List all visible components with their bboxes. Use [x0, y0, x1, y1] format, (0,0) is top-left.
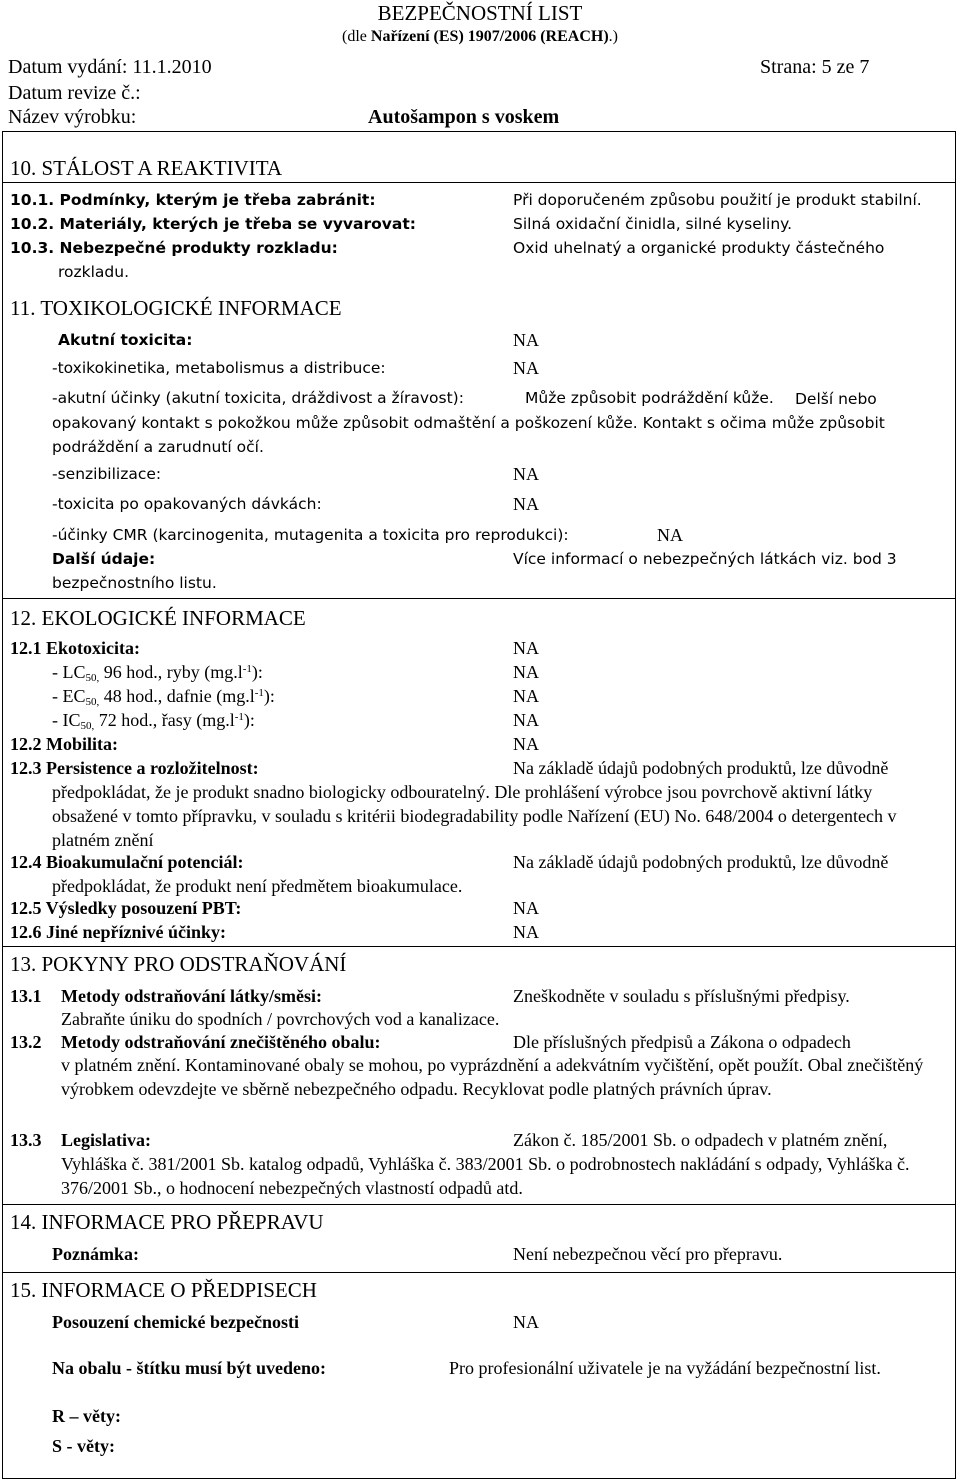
- toxicokinetics-label: -toxikokinetika, metabolismus a distribuce:: [52, 359, 386, 377]
- acute-toxicity-label: Akutní toxicita:: [58, 331, 193, 349]
- s10-row2-label: 10.2. Materiály, kterých je třeba se vyvarovat:: [10, 215, 416, 233]
- section-14-title: 14. INFORMACE PRO PŘEPRAVU: [10, 1210, 324, 1234]
- acute-effects-value: Může způsobit podráždění kůže.: [525, 389, 774, 407]
- disposal-2-value: Dle příslušných předpisů a Zákona o odpadech: [513, 1032, 851, 1052]
- legislation-value: Zákon č. 185/2001 Sb. o odpadech v platném znění,: [513, 1130, 888, 1150]
- product-name: Autošampon s voskem: [368, 106, 560, 128]
- chemical-safety-value: NA: [513, 1312, 539, 1332]
- mobility-label: 12.2 Mobilita:: [10, 734, 118, 754]
- persistence-text: předpokládat, že je produkt snadno biologicky odbouratelný. Dle prohlášení výrobce jsou povrchově aktivní látky obsažené v tomto přípravku, v souladu s kritérii biodegradability podle Nařízení (EU) No. 648/2004 o detergentech v platném znění: [52, 782, 897, 850]
- section-14-rule: [2, 1272, 956, 1273]
- cmr-label: -účinky CMR (karcinogenita, mutagenita a toxicita pro reprodukci):: [52, 526, 569, 544]
- repeated-dose-label: -toxicita po opakovaných dávkách:: [52, 495, 322, 513]
- disposal-2-label: Metody odstraňování znečištěného obalu:: [61, 1032, 381, 1052]
- ecotoxicity-value: NA: [513, 638, 539, 658]
- label-requirement-value: Pro profesionální uživatele je na vyžádání bezpečnostní list.: [449, 1358, 881, 1378]
- section-13-rule: [2, 1204, 956, 1205]
- acute-toxicity-value: NA: [513, 330, 539, 350]
- s10-row1-value: Při doporučeném způsobu použití je produkt stabilní.: [513, 191, 922, 209]
- ec50-value: NA: [513, 686, 539, 706]
- cmr-value: NA: [657, 525, 683, 545]
- disposal-1-value: Zneškodněte v souladu s příslušnými předpisy.: [513, 986, 850, 1006]
- label-requirement-label: Na obalu - štítku musí být uvedeno:: [52, 1358, 327, 1378]
- sensitization-value: NA: [513, 464, 539, 484]
- other-effects-label: 12.6 Jiné nepříznivé účinky:: [10, 922, 227, 942]
- persistence-value: Na základě údajů podobných produktů, lze důvodně: [513, 758, 889, 778]
- disposal-2-text: v platném znění. Kontaminované obaly se mohou, po vyprázdnění a adekvátním vyčištění, opět použít. Obal znečištěný výrobkem odevzdejte ve sběrně nebezpečného odpadu. Recyklovat podle platných právních úprav.: [61, 1055, 924, 1099]
- bioaccumulation-value: Na základě údajů podobných produktů, lze důvodně: [513, 852, 889, 872]
- disposal-2-number: 13.2: [10, 1032, 42, 1052]
- section-13-title: 13. POKYNY PRO ODSTRAŇOVÁNÍ: [10, 952, 347, 976]
- document-title: BEZPEČNOSTNÍ LIST: [377, 1, 583, 25]
- mobility-value: NA: [513, 734, 539, 754]
- more-info-value: Více informací o nebezpečných látkách viz. bod 3: [513, 550, 897, 568]
- legislation-label: Legislativa:: [61, 1130, 151, 1150]
- r-phrases-label: R – věty:: [52, 1406, 121, 1426]
- section-12-title: 12. EKOLOGICKÉ INFORMACE: [10, 606, 306, 630]
- disposal-1-text: Zabraňte úniku do spodních / povrchových vod a kanalizace.: [61, 1009, 500, 1029]
- acute-effects-text: Delší nebo opakovaný kontakt s pokožkou může způsobit odmaštění a poškození kůže. Kontakt s očima může způsobit podráždění a zarudnutí očí.: [52, 390, 885, 456]
- ec50-label: - $EC_{50,}$ 48 hod., dafnie $(mg.l^{-1})$:: [52, 686, 275, 708]
- section-11-rule: [2, 598, 956, 599]
- pbt-label: 12.5 Výsledky posouzení PBT:: [10, 898, 242, 918]
- ic50-value: NA: [513, 710, 539, 730]
- legislation-number: 13.3: [10, 1130, 42, 1150]
- section-11-title: 11. TOXIKOLOGICKÉ INFORMACE: [10, 296, 342, 320]
- transport-note-label: Poznámka:: [52, 1244, 139, 1264]
- sensitization-label: -senzibilizace:: [52, 465, 162, 483]
- disposal-1-number: 13.1: [10, 986, 42, 1006]
- disposal-1-label: Metody odstraňování látky/směsi:: [61, 986, 322, 1006]
- s10-row2-value: Silná oxidační činidla, silné kyseliny.: [513, 215, 793, 233]
- toxicokinetics-value: NA: [513, 358, 539, 378]
- revision-date: Datum revize č.:: [8, 82, 141, 104]
- s10-row3-continuation: rozkladu.: [58, 263, 130, 281]
- ecotoxicity-label: 12.1 Ekotoxicita:: [10, 638, 140, 658]
- section-12-rule: [2, 946, 956, 947]
- s10-row3-label: 10.3. Nebezpečné produkty rozkladu:: [10, 239, 338, 257]
- product-label: Název výrobku:: [8, 106, 137, 128]
- more-info-continuation: bezpečnostního listu.: [52, 574, 217, 592]
- bioaccumulation-text: předpokládat, že produkt není předmětem bioakumulace.: [52, 876, 463, 896]
- section-10-title: 10. STÁLOST A REAKTIVITA: [10, 156, 283, 180]
- other-effects-value: NA: [513, 922, 539, 942]
- lc50-label: - $LC_{50,}$ 96 hod., ryby $(mg.l^{-1})$:: [52, 662, 263, 684]
- repeated-dose-value: NA: [513, 494, 539, 514]
- section-10-rule: [2, 182, 956, 183]
- legislation-text: Vyhláška č. 381/2001 Sb. katalog odpadů, Vyhláška č. 383/2001 Sb. o podrobnostech nakládání s odpady, Vyhláška č. 376/2001 Sb., o hodnocení nebezpečných vlastností odpadů atd.: [61, 1154, 910, 1198]
- transport-note-value: Není nebezpečnou věcí pro přepravu.: [513, 1244, 783, 1264]
- document-subtitle: (dle Nařízení (ES) 1907/2006 (REACH).): [342, 28, 618, 45]
- lc50-value: NA: [513, 662, 539, 682]
- page-number: Strana: 5 ze 7: [760, 56, 870, 78]
- persistence-label: 12.3 Persistence a rozložitelnost:: [10, 758, 259, 778]
- pbt-value: NA: [513, 898, 539, 918]
- issue-date: Datum vydání: 11.1.2010: [8, 56, 212, 78]
- s10-row3-value: Oxid uhelnatý a organické produkty částečného: [513, 239, 885, 257]
- s-phrases-label: S - věty:: [52, 1436, 115, 1456]
- section-15-title: 15. INFORMACE O PŘEDPISECH: [10, 1278, 317, 1302]
- bioaccumulation-label: 12.4 Bioakumulační potenciál:: [10, 852, 244, 872]
- s10-row1-label: 10.1. Podmínky, kterým je třeba zabránit:: [10, 191, 376, 209]
- chemical-safety-label: Posouzení chemické bezpečnosti: [52, 1312, 299, 1332]
- acute-effects-label: -akutní účinky (akutní toxicita, dráždivost a žíravost):: [52, 389, 464, 407]
- ic50-label: - $IC_{50,}$ 72 hod., řasy $(mg.l^{-1})$:: [52, 710, 255, 732]
- more-info-label: Další údaje:: [52, 550, 156, 568]
